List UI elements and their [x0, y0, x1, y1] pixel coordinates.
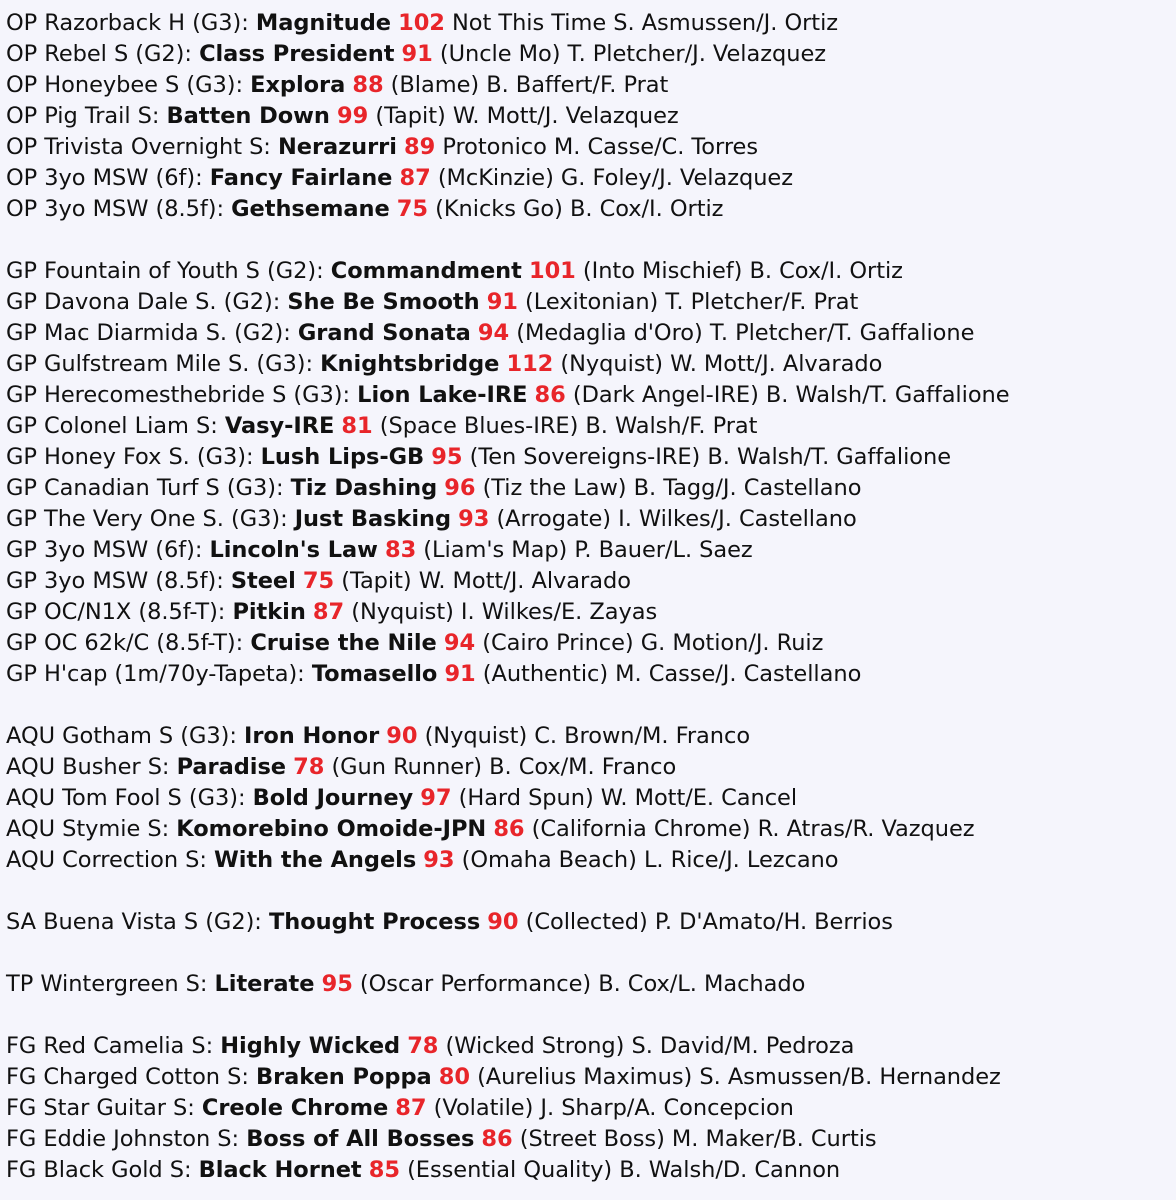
- race-name: SA Buena Vista S (G2):: [6, 909, 262, 935]
- sire-trainer-jockey: (Into Mischief) B. Cox/I. Ortiz: [582, 258, 903, 284]
- speed-figure: 80: [438, 1064, 470, 1090]
- sire-trainer-jockey: (Ten Sovereigns-IRE) B. Walsh/T. Gaffalione: [469, 444, 952, 470]
- sire-trainer-jockey: (Blame) B. Baffert/F. Prat: [390, 72, 669, 98]
- speed-figure: 97: [420, 785, 452, 811]
- track-group: [6, 256, 1176, 690]
- speed-figure: 95: [321, 971, 353, 997]
- horse-name: Paradise: [176, 754, 286, 780]
- horse-name: Steel: [230, 568, 296, 594]
- sire-trainer-jockey: (McKinzie) G. Foley/J. Velazquez: [437, 165, 793, 191]
- speed-figure: 93: [423, 847, 455, 873]
- speed-figure: 99: [337, 103, 369, 129]
- horse-name: Black Hornet: [198, 1157, 362, 1183]
- result-line: [6, 349, 1176, 380]
- speed-figure: 75: [396, 196, 429, 222]
- speed-figure: 90: [487, 909, 519, 935]
- horse-name: Bold Journey: [252, 785, 414, 811]
- sire-trainer-jockey: (Hard Spun) W. Mott/E. Cancel: [458, 785, 798, 811]
- result-line: [6, 1062, 1176, 1093]
- sire-trainer-jockey: (Omaha Beach) L. Rice/J. Lezcano: [461, 847, 839, 873]
- horse-name: Braken Poppa: [255, 1064, 432, 1090]
- speed-figure: 75: [302, 568, 335, 594]
- horse-name: Commandment: [330, 258, 522, 284]
- result-line: [6, 318, 1176, 349]
- horse-name: Highly Wicked: [220, 1033, 401, 1059]
- race-name: GP Colonel Liam S:: [6, 413, 218, 439]
- race-name: FG Star Guitar S:: [6, 1095, 195, 1121]
- race-name: GP Canadian Turf S (G3):: [6, 475, 284, 501]
- result-line: [6, 101, 1176, 132]
- result-line: [6, 256, 1176, 287]
- result-line: [6, 783, 1176, 814]
- speed-figure: 91: [401, 41, 433, 67]
- result-line: [6, 380, 1176, 411]
- speed-figure: 89: [404, 134, 436, 160]
- horse-name: Lion Lake-IRE: [357, 382, 528, 408]
- horse-name: Gethsemane: [231, 196, 390, 222]
- speed-figure: 93: [458, 506, 490, 532]
- speed-figure: 91: [486, 289, 518, 315]
- horse-name: Thought Process: [268, 909, 481, 935]
- sire-trainer-jockey: (Nyquist) C. Brown/M. Franco: [424, 723, 751, 749]
- speed-figure: 86: [534, 382, 566, 408]
- horse-name: Boss of All Bosses: [246, 1126, 475, 1152]
- horse-name: Lush Lips-GB: [260, 444, 425, 470]
- sire-trainer-jockey: (Oscar Performance) B. Cox/L. Machado: [359, 971, 806, 997]
- sire-trainer-jockey: (Gun Runner) B. Cox/M. Franco: [331, 754, 677, 780]
- track-group: [6, 1031, 1176, 1186]
- sire-trainer-jockey: (Arrogate) I. Wilkes/J. Castellano: [496, 506, 857, 532]
- race-name: TP Wintergreen S:: [6, 971, 208, 997]
- speed-figure: 86: [481, 1126, 513, 1152]
- track-group: [6, 907, 1176, 938]
- speed-figure: 78: [407, 1033, 439, 1059]
- horse-name: Lincoln's Law: [209, 537, 378, 563]
- result-line: [6, 721, 1176, 752]
- result-line: [6, 1031, 1176, 1062]
- speed-figure: 94: [443, 630, 476, 656]
- result-line: [6, 194, 1176, 225]
- sire-trainer-jockey: (Authentic) M. Casse/J. Castellano: [482, 661, 862, 687]
- result-line: [6, 752, 1176, 783]
- horse-name: Fancy Fairlane: [209, 165, 393, 191]
- horse-name: Explora: [250, 72, 346, 98]
- result-line: [6, 814, 1176, 845]
- horse-name: She Be Smooth: [287, 289, 480, 315]
- race-name: GP Mac Diarmida S. (G2):: [6, 320, 291, 346]
- race-name: FG Black Gold S:: [6, 1157, 192, 1183]
- speed-figure: 96: [444, 475, 476, 501]
- race-name: AQU Stymie S:: [6, 816, 170, 842]
- speed-figure: 95: [431, 444, 463, 470]
- speed-figure: 102: [398, 10, 445, 36]
- horse-name: Creole Chrome: [201, 1095, 389, 1121]
- sire-trainer-jockey: (Essential Quality) B. Walsh/D. Cannon: [407, 1157, 841, 1183]
- horse-name: Class President: [199, 41, 395, 67]
- horse-name: Komorebino Omoide-JPN: [176, 816, 487, 842]
- result-line: [6, 504, 1176, 535]
- horse-name: Tiz Dashing: [290, 475, 438, 501]
- result-line: [6, 473, 1176, 504]
- speed-figure: 78: [293, 754, 325, 780]
- track-group: [6, 8, 1176, 225]
- speed-figure: 90: [386, 723, 418, 749]
- sire-trainer-jockey: (Wicked Strong) S. David/M. Pedroza: [445, 1033, 855, 1059]
- track-group: [6, 721, 1176, 876]
- race-name: GP Davona Dale S. (G2):: [6, 289, 281, 315]
- speed-figure: 87: [399, 165, 431, 191]
- race-name: GP 3yo MSW (8.5f):: [6, 568, 224, 594]
- result-line: [6, 566, 1176, 597]
- result-line: [6, 8, 1176, 39]
- sire-trainer-jockey: (Street Boss) M. Maker/B. Curtis: [519, 1126, 877, 1152]
- result-line: [6, 132, 1176, 163]
- sire-trainer-jockey: (Tapit) W. Mott/J. Velazquez: [375, 103, 679, 129]
- race-name: OP Rebel S (G2):: [6, 41, 192, 67]
- horse-name: With the Angels: [214, 847, 417, 873]
- result-line: [6, 535, 1176, 566]
- speed-figure: 88: [352, 72, 384, 98]
- sire-trainer-jockey: (Nyquist) W. Mott/J. Alvarado: [560, 351, 883, 377]
- speed-figure: 85: [368, 1157, 400, 1183]
- horse-name: Nerazurri: [277, 134, 397, 160]
- sire-trainer-jockey: (Tapit) W. Mott/J. Alvarado: [341, 568, 631, 594]
- speed-figure: 112: [506, 351, 554, 377]
- result-line: [6, 1093, 1176, 1124]
- sire-trainer-jockey: (Aurelius Maximus) S. Asmussen/B. Hernandez: [477, 1064, 1001, 1090]
- race-name: GP The Very One S. (G3):: [6, 506, 288, 532]
- race-name: OP Honeybee S (G3):: [6, 72, 244, 98]
- horse-name: Cruise the Nile: [250, 630, 437, 656]
- race-name: AQU Correction S:: [6, 847, 207, 873]
- horse-name: Grand Sonata: [297, 320, 471, 346]
- race-name: AQU Gotham S (G3):: [6, 723, 237, 749]
- track-group: [6, 969, 1176, 1000]
- race-name: GP Gulfstream Mile S. (G3):: [6, 351, 314, 377]
- sire-trainer-jockey: (Knicks Go) B. Cox/I. Ortiz: [435, 196, 724, 222]
- race-name: AQU Tom Fool S (G3):: [6, 785, 246, 811]
- result-line: [6, 597, 1176, 628]
- sire-trainer-jockey: (Collected) P. D'Amato/H. Berrios: [525, 909, 893, 935]
- sire-trainer-jockey: (Cairo Prince) G. Motion/J. Ruiz: [482, 630, 824, 656]
- sire-trainer-jockey: (Nyquist) I. Wilkes/E. Zayas: [351, 599, 658, 625]
- horse-name: Magnitude: [255, 10, 391, 36]
- race-name: GP H'cap (1m/70y-Tapeta):: [6, 661, 305, 687]
- result-line: [6, 628, 1176, 659]
- race-name: GP Fountain of Youth S (G2):: [6, 258, 324, 284]
- result-line: [6, 287, 1176, 318]
- result-line: [6, 163, 1176, 194]
- sire-trainer-jockey: (Space Blues-IRE) B. Walsh/F. Prat: [379, 413, 758, 439]
- sire-trainer-jockey: (Liam's Map) P. Bauer/L. Saez: [423, 537, 753, 563]
- horse-name: Pitkin: [232, 599, 306, 625]
- race-name: GP 3yo MSW (6f):: [6, 537, 203, 563]
- race-name: GP Honey Fox S. (G3):: [6, 444, 254, 470]
- sire-trainer-jockey: (Medaglia d'Oro) T. Pletcher/T. Gaffalione: [516, 320, 975, 346]
- sire-trainer-jockey: (Volatile) J. Sharp/A. Concepcion: [433, 1095, 794, 1121]
- race-name: AQU Busher S:: [6, 754, 170, 780]
- result-line: [6, 845, 1176, 876]
- horse-name: Vasy-IRE: [224, 413, 335, 439]
- speed-figure: 94: [477, 320, 510, 346]
- sire-trainer-jockey: (Lexitonian) T. Pletcher/F. Prat: [525, 289, 859, 315]
- result-line: [6, 969, 1176, 1000]
- sire-trainer-jockey: (Tiz the Law) B. Tagg/J. Castellano: [482, 475, 862, 501]
- race-name: FG Charged Cotton S:: [6, 1064, 249, 1090]
- sire-trainer-jockey: (Dark Angel-IRE) B. Walsh/T. Gaffalione: [572, 382, 1010, 408]
- sire-trainer-jockey: Not This Time S. Asmussen/J. Ortiz: [452, 10, 839, 36]
- sire-trainer-jockey: (California Chrome) R. Atras/R. Vazquez: [531, 816, 975, 842]
- race-name: GP OC/N1X (8.5f-T):: [6, 599, 226, 625]
- speed-figure: 86: [493, 816, 525, 842]
- race-name: FG Eddie Johnston S:: [6, 1126, 240, 1152]
- result-line: [6, 907, 1176, 938]
- horse-name: Tomasello: [311, 661, 438, 687]
- speed-figure: 91: [444, 661, 476, 687]
- race-name: OP Trivista Overnight S:: [6, 134, 271, 160]
- race-name: OP Pig Trail S:: [6, 103, 160, 129]
- speed-figure: 101: [528, 258, 576, 284]
- result-line: [6, 411, 1176, 442]
- horse-name: Batten Down: [166, 103, 330, 129]
- race-name: GP OC 62k/C (8.5f-T):: [6, 630, 244, 656]
- horse-name: Knightsbridge: [320, 351, 500, 377]
- sire-trainer-jockey: Protonico M. Casse/C. Torres: [442, 134, 758, 160]
- result-line: [6, 70, 1176, 101]
- horse-name: Iron Honor: [244, 723, 380, 749]
- speed-figure: 81: [341, 413, 373, 439]
- race-name: OP 3yo MSW (8.5f):: [6, 196, 225, 222]
- speed-figure: 87: [395, 1095, 427, 1121]
- result-line: [6, 39, 1176, 70]
- horse-name: Literate: [214, 971, 315, 997]
- sire-trainer-jockey: (Uncle Mo) T. Pletcher/J. Velazquez: [439, 41, 826, 67]
- speed-figure: 87: [312, 599, 345, 625]
- result-line: [6, 1124, 1176, 1155]
- horse-name: Just Basking: [294, 506, 452, 532]
- speed-figure: 83: [384, 537, 417, 563]
- result-line: [6, 659, 1176, 690]
- race-name: OP Razorback H (G3):: [6, 10, 249, 36]
- race-name: FG Red Camelia S:: [6, 1033, 214, 1059]
- race-name: OP 3yo MSW (6f):: [6, 165, 203, 191]
- race-name: GP Herecomesthebride S (G3):: [6, 382, 351, 408]
- result-line: [6, 442, 1176, 473]
- result-line: [6, 1155, 1176, 1186]
